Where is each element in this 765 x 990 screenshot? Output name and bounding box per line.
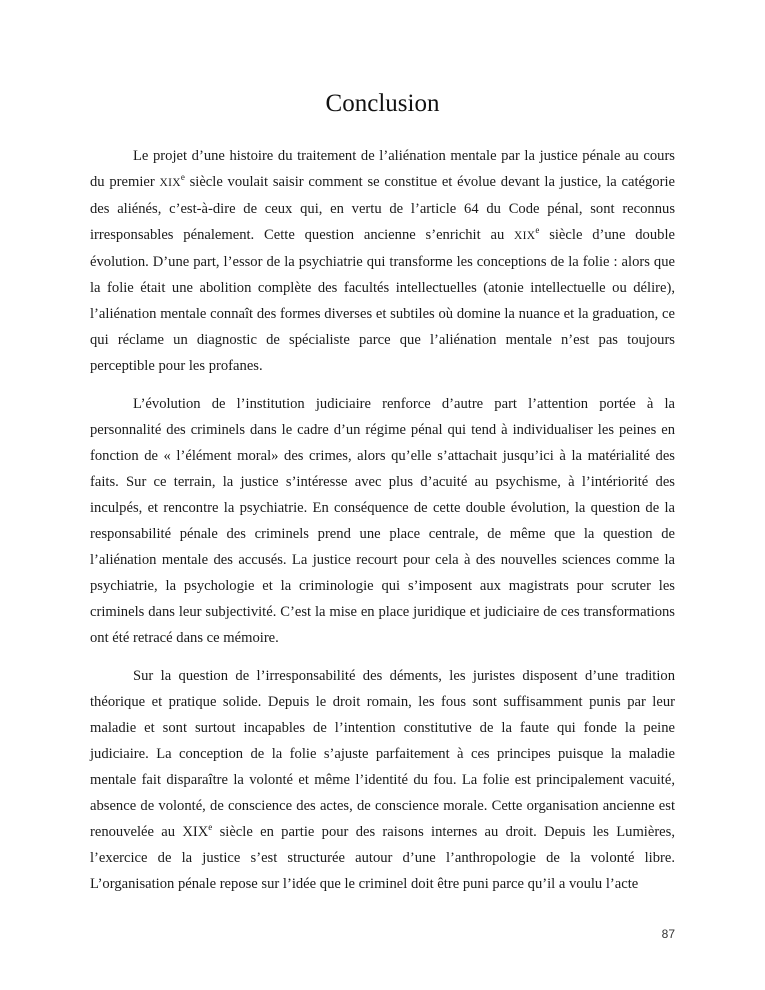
paragraph-3-text-b: siècle en partie pour des raisons internes au droit. Depuis les Lumières, l’exercice de la justice s’est structurée autour d’une l’anthropologie de la volonté libre. L’organisation pénale repose sur l’idée que le criminel doit être puni parce qu’il a voulu l’acte bbox=[90, 824, 675, 892]
paragraph-3-text-a: Sur la question de l’irresponsabilité des déments, les juristes disposent d’une tradition théorique et pratique solide. Depuis le droit romain, les fous sont suffisamment punis par leur maladie et sont surtout incapables de l’intention constitutive de la faute qui fonde la peine judiciaire. La conception de la folie s’ajuste parfaitement à ces principes puisque la maladie mentale fait disparaître la volonté et même l’identité du fou. La folie est principalement vacuité, absence de volonté, de conscience des actes, de conscience morale. Cette organisation ancienne est renouvelée au XIX bbox=[90, 668, 675, 840]
paragraph-1-text-c: siècle d’une double évolution. D’une part, l’essor de la psychiatrie qui transforme les conceptions de la folie : alors que la folie était une abolition complète des facultés intellectuelles (atonie intellectuelle ou délire), l’aliénation mentale connaît des formes diverses et subtiles où domine la nuance et la graduation, ce qui réclame un diagnostic de spécialiste parce que l’aliénation mentale n’est pas toujours perceptible pour les profanes. bbox=[90, 227, 675, 374]
century-roman-numeral: XIX bbox=[159, 177, 181, 189]
page-number: 87 bbox=[661, 927, 675, 941]
paragraph-1 bbox=[90, 143, 675, 379]
century-roman-numeral: XIX bbox=[514, 230, 536, 242]
superscript-e: e bbox=[535, 225, 540, 236]
superscript-e: e bbox=[180, 172, 185, 183]
superscript-e: e bbox=[208, 822, 213, 833]
body-text bbox=[90, 143, 675, 909]
paragraph-2: L’évolution de l’institution judiciaire renforce d’autre part l’attention portée à la personnalité des criminels dans le cadre d’un régime pénal qui tend à individualiser les peines en fonction de « l’élément moral» des crimes, alors qu’elle s’attachait jusqu’ici à la matérialité des faits. Sur ce terrain, la justice s’intéresse avec plus d’acuité au psychisme, à l’intériorité des inculpés, et rencontre la psychiatrie. En conséquence de cette double évolution, la question de la responsabilité pénale des criminels prend une place centrale, de même que la question de l’aliénation mentale des accusés. La justice recourt pour cela à des nouvelles sciences comme la psychiatrie, la psychologie et la criminologie qui s’imposent aux magistrats pour scruter les criminels dans leur subjectivité. C’est la mise en place juridique et judiciaire de ces transformations ont été retracé dans ce mémoire. bbox=[90, 396, 675, 646]
page-title: Conclusion bbox=[325, 90, 440, 117]
paragraph-1-text-b: siècle voulait saisir comment se constitue et évolue devant la justice, la catégorie des aliénés, c’est-à-dire de ceux qui, en vertu de l’article 64 du Code pénal, sont reconnus irresponsables pénalement. Cette question ancienne s’enrichit au bbox=[90, 174, 675, 243]
paragraph-1-text-a: Le projet d’une histoire du traitement de l’aliénation mentale par la justice pénale au cours du premier bbox=[90, 148, 675, 190]
paragraph-3 bbox=[90, 663, 675, 897]
